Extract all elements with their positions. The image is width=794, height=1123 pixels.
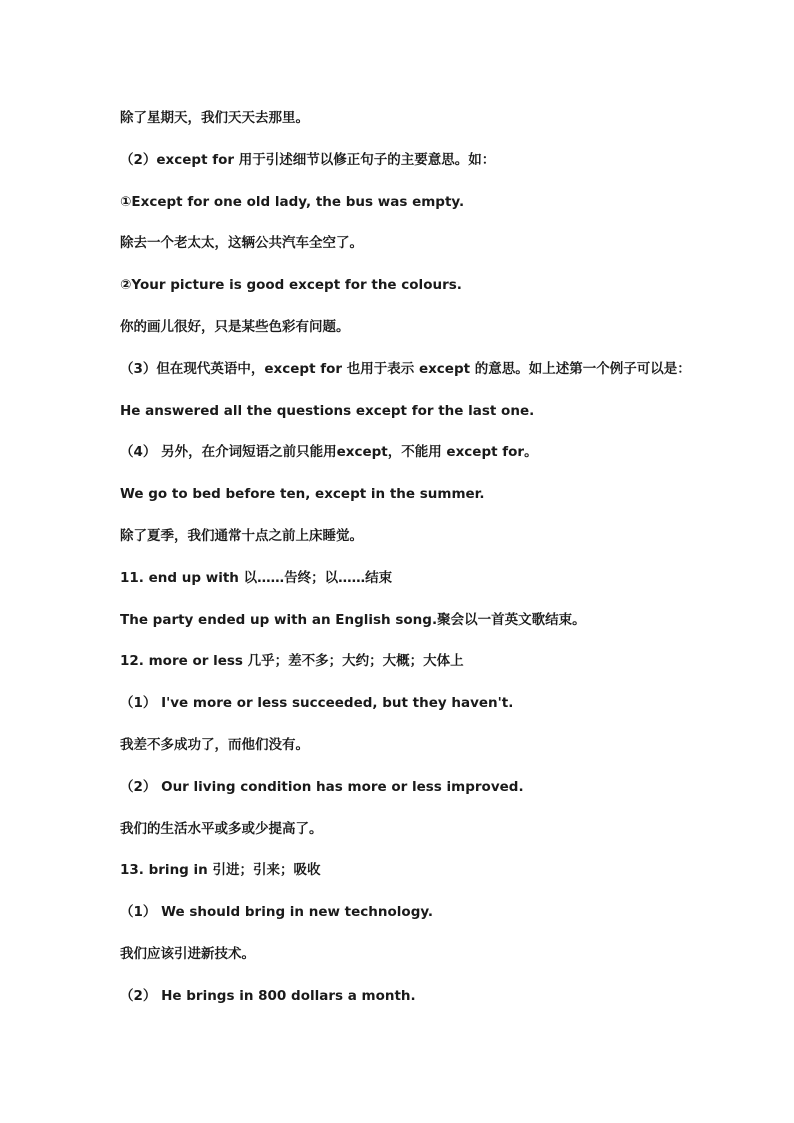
- text-line: ②Your picture is good except for the colours.: [120, 277, 462, 294]
- document-page: [120, 108, 760, 1006]
- text-line: 你的画儿很好，只是某些色彩有问题。: [120, 318, 350, 335]
- section-heading: 12. more or less 几乎；差不多；大约；大概；大体上: [120, 653, 464, 670]
- text-line: ①Except for one old lady, the bus was empty.: [120, 193, 465, 210]
- text-line: He answered all the questions except for the last one.: [120, 402, 535, 419]
- text-line: （3）但在现代英语中，except for 也用于表示 except 的意思。如上述第一个例子可以是：: [120, 360, 691, 377]
- text-line: 我差不多成功了，而他们没有。: [120, 736, 309, 753]
- text-line: 我们的生活水平或多或少提高了。: [120, 820, 323, 837]
- text-line: （1） I've more or less succeeded, but they haven't.: [120, 695, 514, 712]
- text-line: 除去一个老太太，这辆公共汽车全空了。: [120, 235, 363, 252]
- text-line: 除了星期天，我们天天去那里。: [120, 110, 309, 126]
- text-line: 我们应该引进新技术。: [120, 945, 255, 962]
- section-heading: 11. end up with 以……告终；以……结束: [120, 569, 393, 586]
- text-line: （4） 另外，在介词短语之前只能用except，不能用 except for。: [120, 444, 538, 461]
- section-heading: 13. bring in 引进；引来；吸收: [120, 862, 321, 879]
- text-line: （1） We should bring in new technology.: [120, 904, 434, 921]
- text-line: We go to bed before ten, except in the summer.: [120, 486, 485, 503]
- text-line: （2） He brings in 800 dollars a month.: [120, 987, 416, 1004]
- text-line: The party ended up with an English song.聚会以一首英文歌结束。: [120, 611, 586, 628]
- text-line: （2）except for 用于引述细节以修正句子的主要意思。如：: [120, 151, 496, 168]
- text-line: （2） Our living condition has more or less improved.: [120, 778, 524, 795]
- text-line: 除了夏季，我们通常十点之前上床睡觉。: [120, 527, 363, 544]
